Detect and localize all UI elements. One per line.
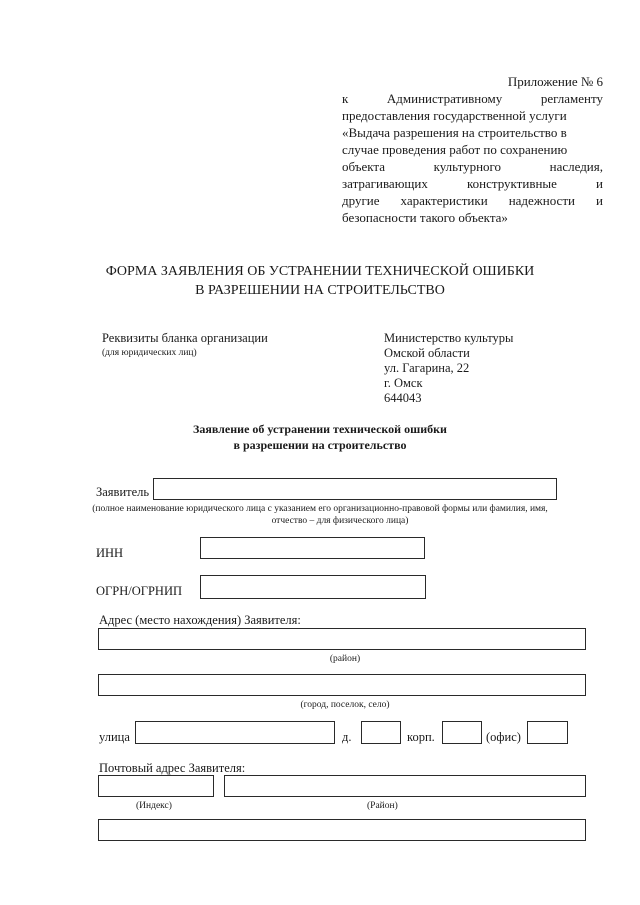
office-label: (офис) [486,730,521,744]
applicant-field[interactable] [153,478,557,500]
requisites-note: (для юридических лиц) [102,348,197,358]
annex-line-5 [342,158,603,175]
annex-word: Административному [386,91,503,106]
street-label: улица [99,730,130,744]
block-label: корп. [407,730,435,744]
recipient-block [384,331,513,406]
postal-extra-field[interactable] [98,819,586,841]
office-field[interactable] [527,721,568,744]
address-district-hint: (район) [329,654,361,664]
house-label: д. [342,730,352,744]
recipient-line: г. Омск [384,376,423,390]
annex-word: регламенту [540,91,603,106]
form-title-line-1: ФОРМА ЗАЯВЛЕНИЯ ОБ УСТРАНЕНИИ ТЕХНИЧЕСКОЙ ОШИБКИ [105,264,535,279]
house-field[interactable] [361,721,401,744]
annex-word: наследия, [549,159,603,174]
recipient-line: Омской области [384,346,470,360]
annex-word: характеристики [400,193,488,208]
annex-line-6 [342,175,603,192]
address-district-field[interactable] [98,628,586,650]
address-label: Адрес (место нахождения) Заявителя: [99,613,301,627]
postal-district-hint: (Район) [367,801,398,811]
inn-label: ИНН [96,546,124,560]
application-title-line-2: в разрешении на строительство [233,438,407,452]
annex-word: затрагивающих [342,176,428,191]
annex-word: другие [342,193,380,208]
annex-line-8: безопасности такого объекта» [342,210,508,225]
address-city-field[interactable] [98,674,586,696]
annex-line-2: предоставления государственной услуги [342,108,567,123]
annex-line-7 [342,192,603,209]
annex-line-1 [342,90,603,107]
annex-number: Приложение № 6 [507,74,603,89]
annex-line-3: «Выдача разрешения на строительство в [342,125,567,140]
annex-word: и [596,176,603,191]
application-title-line-1: Заявление об устранении технической ошибки [193,422,447,436]
inn-field[interactable] [200,537,425,559]
address-city-hint: (город, поселок, село) [300,700,390,710]
block-field[interactable] [442,721,482,744]
recipient-line: ул. Гагарина, 22 [384,361,470,375]
postal-label: Почтовый адрес Заявителя: [99,761,246,775]
form-title-line-2: В РАЗРЕШЕНИИ НА СТРОИТЕЛЬСТВО [195,283,445,298]
recipient-line: 644043 [384,391,422,405]
annex-word: объекта [342,159,386,174]
applicant-hint-2: отчество – для физического лица) [271,516,409,526]
recipient-line: Министерство культуры [384,331,514,345]
annex-word: к [342,91,349,106]
street-field[interactable] [135,721,335,744]
postal-index-hint: (Индекс) [136,801,172,811]
annex-word: конструктивные [466,176,557,191]
ogrn-field[interactable] [200,575,426,599]
annex-line-4: случае проведения работ по сохранению [342,142,568,157]
ogrn-label: ОГРН/ОГРНИП [96,584,182,598]
annex-word: надежности [508,193,575,208]
postal-district-field[interactable] [224,775,586,797]
annex-word: культурного [433,159,502,174]
requisites-label: Реквизиты бланка организации [102,331,268,345]
applicant-label: Заявитель [96,485,150,499]
annex-word: и [596,193,603,208]
applicant-hint-1: (полное наименование юридического лица с указанием его организационно-правовой формы или фамилия, имя, [92,504,548,514]
postal-index-field[interactable] [98,775,214,797]
